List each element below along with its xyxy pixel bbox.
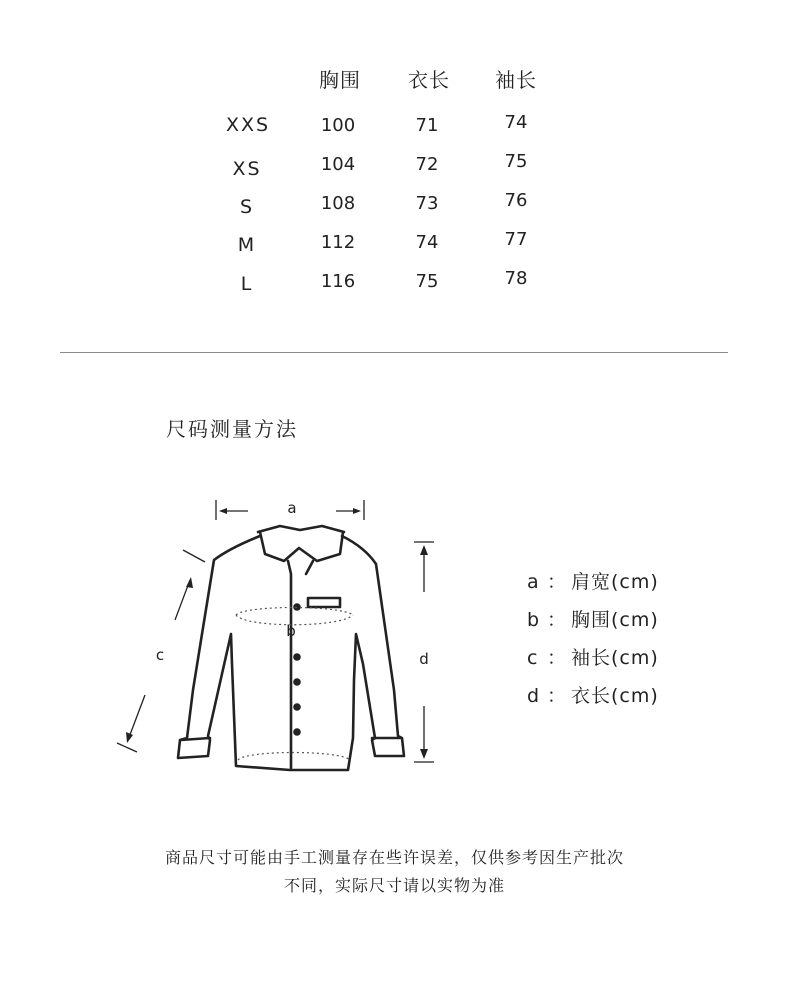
sleeve-value: 74 <box>504 112 528 133</box>
legend-text: 袖长(cm) <box>571 647 659 669</box>
chest-value: 108 <box>320 193 356 214</box>
length-value: 74 <box>415 232 439 253</box>
sleeve-value: 75 <box>504 151 528 172</box>
chest-value: 112 <box>320 232 356 253</box>
disclaimer-line-1: 商品尺寸可能由手工测量存在些许误差，仅供参考因生产批次 <box>164 848 624 867</box>
header-sleeve: 袖长 <box>495 68 537 92</box>
legend-item-length <box>527 681 659 708</box>
size-label: S <box>239 196 255 218</box>
legend-item-chest <box>527 605 659 632</box>
chest-value: 116 <box>320 271 356 292</box>
shirt-collar-band <box>258 526 344 532</box>
section-divider <box>60 352 728 353</box>
shirt-pocket <box>308 598 340 607</box>
header-chest: 胸围 <box>319 68 361 92</box>
legend-item-shoulder <box>527 567 659 594</box>
chest-value: 100 <box>320 115 356 136</box>
chest-value: 104 <box>320 154 356 175</box>
legend-separator: ： <box>547 685 568 707</box>
legend-key: a <box>527 571 540 593</box>
legend-separator: ： <box>547 609 568 631</box>
label-b: b <box>286 622 296 640</box>
size-label: L <box>240 273 254 295</box>
length-value: 71 <box>415 115 439 136</box>
size-label: XS <box>232 158 262 180</box>
sleeve-value: 76 <box>504 190 528 211</box>
legend-text: 肩宽(cm) <box>571 571 659 593</box>
legend-key: c <box>527 647 539 669</box>
label-d: d <box>419 650 429 668</box>
size-label: XXS <box>225 114 271 136</box>
label-c: c <box>155 646 165 664</box>
shirt-placket <box>288 561 291 768</box>
legend-separator: ： <box>547 571 568 593</box>
sleeve-value: 77 <box>504 229 528 250</box>
legend-key: b <box>527 609 541 631</box>
legend-item-sleeve <box>527 643 659 670</box>
header-length: 衣长 <box>408 68 450 92</box>
shirt-measurement-diagram <box>110 490 450 790</box>
disclaimer-line-2: 不同，实际尺寸请以实物为准 <box>283 876 505 895</box>
length-value: 72 <box>415 154 439 175</box>
size-label: M <box>237 234 257 256</box>
sleeve-value: 78 <box>504 268 528 289</box>
legend-text: 胸围(cm) <box>571 609 659 631</box>
legend-separator: ： <box>547 647 568 669</box>
legend-text: 衣长(cm) <box>571 685 659 707</box>
length-value: 73 <box>415 193 439 214</box>
shirt-collar <box>260 532 343 561</box>
length-value: 75 <box>415 271 439 292</box>
label-a: a <box>287 499 297 517</box>
legend-key: d <box>527 685 541 707</box>
measure-section-title: 尺码测量方法 <box>166 417 298 441</box>
